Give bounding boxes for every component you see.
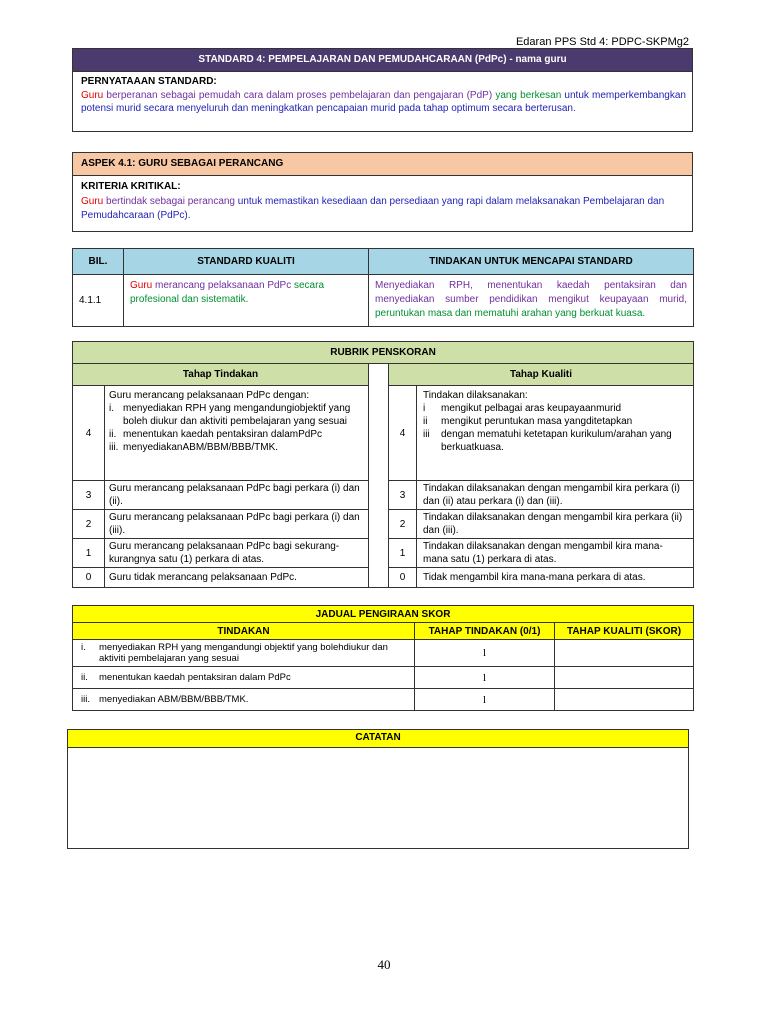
level-3-tindakan: Guru merancang pelaksanaan PdPc bagi perkara (i) dan (ii). — [105, 481, 369, 510]
rubric-title: RUBRIK PENSKORAN — [73, 342, 694, 364]
rubric-spacer — [369, 364, 389, 588]
aspect-section — [72, 152, 693, 232]
notes-section — [67, 729, 689, 849]
criteria-part-guru: Guru — [81, 195, 104, 207]
standard-section — [72, 48, 693, 132]
score-calculation-table — [72, 605, 693, 711]
score-2-left: 2 — [73, 510, 105, 539]
level-4-left-intro: Guru merancang pelaksanaan PdPc dengan: — [109, 390, 310, 401]
notes-textarea[interactable] — [67, 748, 689, 849]
level-4-right-intro: Tindakan dilaksanakan: — [423, 390, 528, 401]
list-text: menyediakan ABM/BBM/BBB/TMK. — [99, 694, 249, 705]
score-1-right: 1 — [389, 539, 417, 568]
list-marker: ii. — [81, 672, 88, 683]
tahap-tindakan-input[interactable]: l — [415, 667, 555, 689]
level-1-tindakan: Guru merancang pelaksanaan PdPc bagi sekurang-kurangnya satu (1) perkara di atas. — [105, 539, 369, 568]
tahap-tindakan-input[interactable]: l — [415, 689, 555, 711]
tindakan-part-2: peruntukan masa dan mematuhi arahan yang berkuat kuasa. — [375, 308, 646, 319]
score-row-tindakan — [73, 667, 415, 689]
score-1-left: 1 — [73, 539, 105, 568]
score-header-tahap-kualiti: TAHAP KUALITI (SKOR) — [555, 623, 694, 640]
score-4-right: 4 — [389, 386, 417, 481]
notes-title: CATATAN — [355, 732, 401, 743]
list-text: menyediakan RPH yang mengandungiobjektif yang boleh diukur dan aktiviti pembelajaran yang sesuai — [123, 403, 351, 427]
tindakan-part-1: Menyediakan RPH, menentukan kaedah pentaksiran dan menyediakan sumber pendidikan mengikut keupayaan murid, — [375, 280, 687, 305]
list-text: menentukan kaedah pentaksiran dalamPdPc — [123, 429, 323, 440]
level-0-kualiti: Tidak mengambil kira mana-mana perkara di atas. — [417, 568, 694, 588]
kualiti-part-manner: secara profesional dan sistematik. — [130, 280, 325, 305]
rubric-table — [72, 341, 693, 588]
score-3-left: 3 — [73, 481, 105, 510]
list-item — [109, 441, 364, 454]
level-4-tindakan — [105, 386, 369, 481]
table-row — [73, 667, 694, 689]
statement-part-role: berperanan sebagai pemudah cara dalam proses pembelajaran dan pengajaran (PdP) — [103, 89, 496, 101]
standard-kualiti-cell — [124, 275, 369, 327]
list-marker: ii. — [109, 429, 117, 440]
notes-title-bar — [67, 729, 689, 748]
table-row — [73, 275, 694, 327]
aspect-criteria — [81, 195, 686, 224]
aspect-title: ASPEK 4.1: GURU SEBAGAI PERANCANG — [81, 158, 284, 169]
statement-part-effective: yang berkesan — [495, 89, 562, 101]
rubric-right-header: Tahap Kualiti — [389, 364, 694, 386]
tindakan-cell — [369, 275, 694, 327]
list-item — [109, 402, 364, 428]
standard-statement-box — [72, 72, 693, 132]
aspect-title-bar — [72, 152, 693, 176]
standard-title-bar — [72, 48, 693, 72]
level-4-kualiti — [417, 386, 694, 481]
list-text: dengan mematuhi ketetapan kurikulum/arahan yang berkuatkuasa. — [441, 429, 672, 453]
statement-label: PERNYATAAAN STANDARD: — [81, 76, 217, 87]
page-number: 40 — [377, 957, 391, 972]
tahap-tindakan-input[interactable]: l — [415, 640, 555, 667]
list-text: mengikut peruntukan masa yangditetapkan — [441, 416, 633, 427]
list-marker: i — [423, 403, 426, 414]
list-marker: ii — [423, 416, 428, 427]
kualiti-part-plan: merancang pelaksanaan PdPc — [152, 280, 292, 291]
quality-standard-table — [72, 248, 693, 327]
rubric-left-header: Tahap Tindakan — [73, 364, 369, 386]
score-2-right: 2 — [389, 510, 417, 539]
list-item — [423, 415, 687, 428]
statement-part-guru: Guru — [81, 89, 104, 101]
criteria-part-purpose: untuk memastikan kesediaan dan persediaan yang rapi dalam melaksanakan Pembelajaran dan Pemudahcaraan (PdPc). — [81, 195, 665, 221]
statement-part-purpose: untuk memperkembangkan potensi murid secara menyeluruh dan meningkatkan pencapaian murid pada tahap optimum secara berterusan. — [81, 89, 686, 114]
aspect-criteria-box — [72, 176, 693, 232]
bil-value: 4.1.1 — [73, 275, 124, 327]
score-row-tindakan — [73, 640, 415, 667]
list-text: menyediakan RPH yang mengandungi objektif yang bolehdiukur dan aktiviti pembelajaran yang sesuai — [99, 641, 388, 664]
level-3-kualiti: Tindakan dilaksanakan dengan mengambil kira perkara (i) dan (ii) atau perkara (i) dan (iii). — [417, 481, 694, 510]
col-header-standard-kualiti: STANDARD KUALITI — [124, 249, 369, 275]
list-marker: iii. — [81, 694, 90, 705]
level-2-kualiti: Tindakan dilaksanakan dengan mengambil kira perkara (ii) dan (iii). — [417, 510, 694, 539]
score-3-right: 3 — [389, 481, 417, 510]
score-header-tahap-tindakan: TAHAP TINDAKAN (0/1) — [415, 623, 555, 640]
tahap-kualiti-input[interactable] — [555, 667, 694, 689]
level-2-tindakan: Guru merancang pelaksanaan PdPc bagi perkara (i) dan (iii). — [105, 510, 369, 539]
score-header-tindakan: TINDAKAN — [73, 623, 415, 640]
standard-statement — [81, 89, 686, 116]
table-row — [73, 689, 694, 711]
list-item — [109, 428, 364, 441]
list-text: menentukan kaedah pentaksiran dalam PdPc — [99, 672, 291, 683]
score-4-left: 4 — [73, 386, 105, 481]
standard-title: STANDARD 4: PEMPELAJARAN DAN PEMUDAHCARAAN (PdPc) - nama guru — [198, 54, 567, 65]
score-0-left: 0 — [73, 568, 105, 588]
list-item — [423, 402, 687, 415]
level-0-tindakan: Guru tidak merancang pelaksanaan PdPc. — [105, 568, 369, 588]
tahap-kualiti-input[interactable] — [555, 689, 694, 711]
score-table-title: JADUAL PENGIRAAN SKOR — [73, 606, 694, 623]
criteria-part-role: bertindak sebagai perancang — [103, 195, 235, 207]
score-0-right: 0 — [389, 568, 417, 588]
list-marker: iii — [423, 429, 430, 440]
list-text: mengikut pelbagai aras keupayaanmurid — [441, 403, 622, 414]
score-row-tindakan — [73, 689, 415, 711]
list-marker: i. — [109, 403, 114, 414]
kualiti-part-guru: Guru — [130, 280, 153, 291]
list-item — [423, 428, 687, 454]
col-header-bil: BIL. — [73, 249, 124, 275]
table-row — [73, 640, 694, 667]
tahap-kualiti-input[interactable] — [555, 640, 694, 667]
list-text: menyediakanABM/BBM/BBB/TMK. — [123, 442, 279, 453]
level-1-kualiti: Tindakan dilaksanakan dengan mengambil kira mana-mana satu (1) perkara di atas. — [417, 539, 694, 568]
document-reference: Edaran PPS Std 4: PDPC-SKPMg2 — [515, 36, 689, 48]
criteria-label: KRITERIA KRITIKAL: — [81, 181, 181, 192]
col-header-tindakan: TINDAKAN UNTUK MENCAPAI STANDARD — [369, 249, 694, 275]
list-marker: iii. — [109, 442, 119, 453]
list-marker: i. — [81, 641, 86, 653]
